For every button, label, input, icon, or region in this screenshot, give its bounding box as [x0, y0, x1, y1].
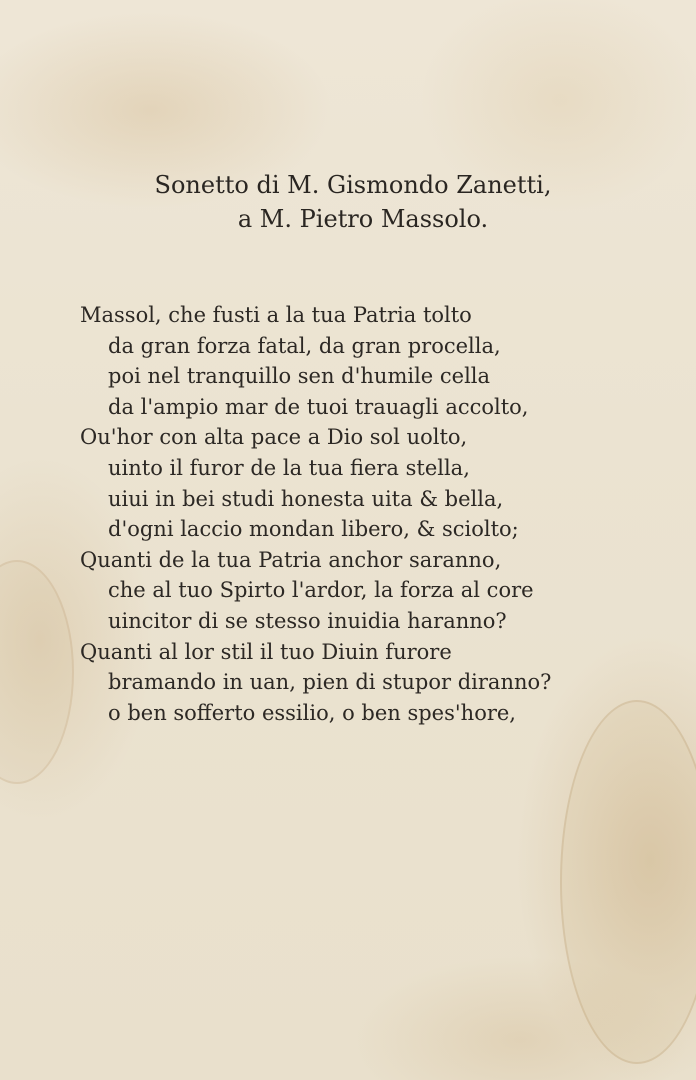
verse-line: Quanti al lor stil il tuo Diuin furore: [80, 639, 452, 664]
water-stain: [0, 560, 74, 784]
title-line-2: a M. Pietro Massolo.: [237, 205, 489, 233]
verse-line: Ou'hor con alta pace a Dio sol uolto,: [80, 425, 468, 450]
verse-line: poi nel tranquillo sen d'humile cella: [108, 364, 491, 389]
verse-line: o ben sofferto essilio, o ben spes'hore,: [108, 700, 516, 725]
sonnet-text: [80, 300, 670, 728]
verse-line: uincitor di se stesso inuidia haranno?: [108, 608, 507, 633]
verse-line: da l'ampio mar de tuoi trauagli accolto,: [108, 394, 529, 419]
verse-line: uiui in bei studi honesta uita & bella,: [108, 486, 504, 511]
verse-line: Massol, che fusti a la tua Patria tolto: [80, 303, 472, 327]
verse-line: d'ogni laccio mondan libero, & sciolto;: [108, 517, 519, 542]
verse-line: uinto il furor de la tua fiera stella,: [108, 455, 470, 480]
sonnet-title: [0, 168, 696, 236]
verse-line: bramando in uan, pien di stupor diranno?: [108, 670, 552, 695]
verse-line: da gran forza fatal, da gran procella,: [108, 333, 501, 358]
verse-line: che al tuo Spirto l'ardor, la forza al core: [108, 578, 534, 603]
title-line-1: Sonetto di M. Gismondo Zanetti,: [154, 171, 552, 199]
verse-line: Quanti de la tua Patria anchor saranno,: [80, 547, 502, 572]
water-stain: [560, 700, 696, 1064]
